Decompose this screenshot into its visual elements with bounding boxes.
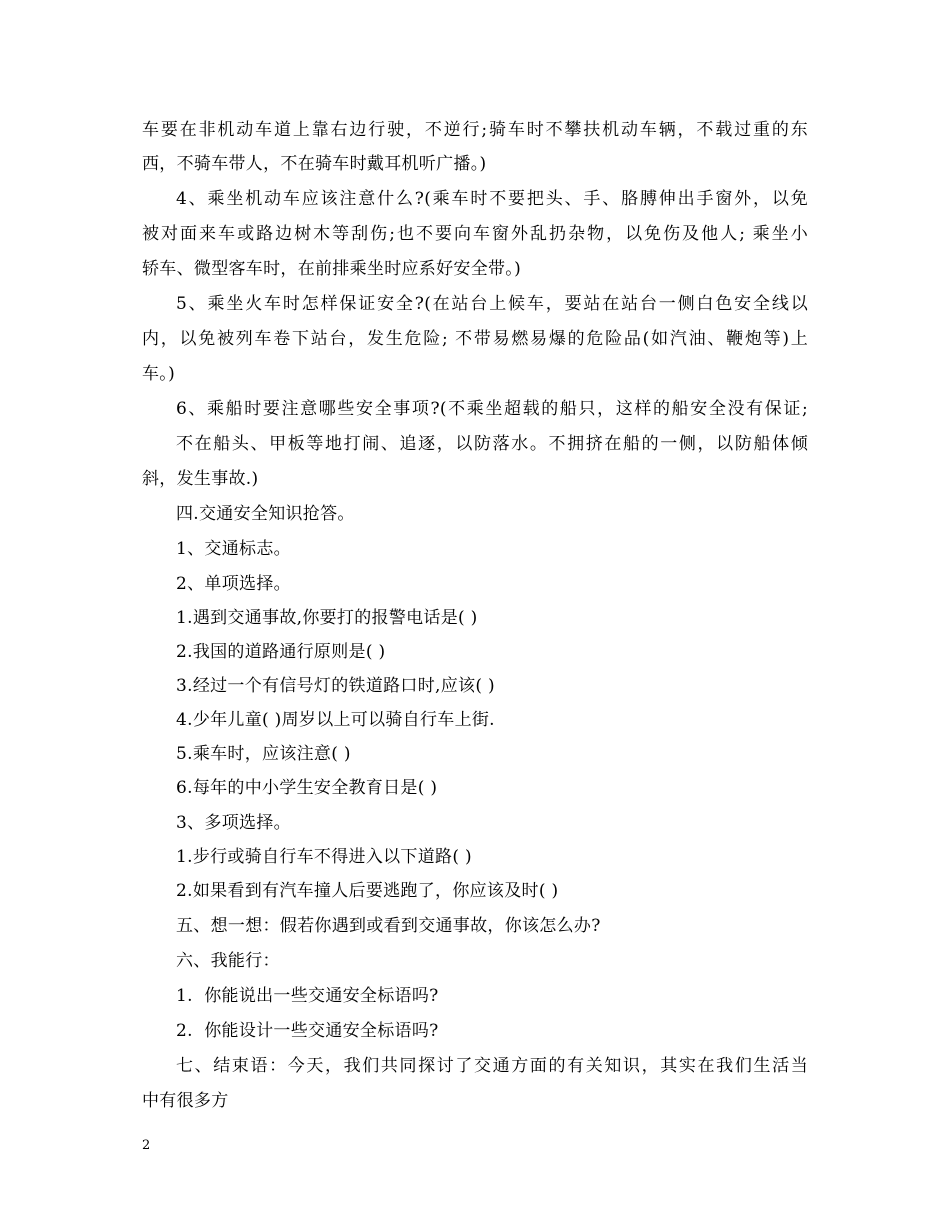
list-item: 1. 你能说出一些交通安全标语吗? <box>176 986 439 1006</box>
question-item: 1.遇到交通事故,你要打的报警电话是( ) <box>176 608 478 628</box>
question-item: 1.步行或骑自行车不得进入以下道路( ) <box>176 847 472 867</box>
text-line: 6、乘船时要注意哪些安全事项?(不乘坐超载的船只，这样的船安全没有保证; <box>176 399 808 419</box>
question-item: 2.如果看到有汽车撞人后要逃跑了，你应该及时( ) <box>176 881 559 901</box>
text-line: 4、乘坐机动车应该注意什么?(乘车时不要把头、手、胳膊伸出手窗外，以免 <box>176 189 808 209</box>
question-item: 6.每年的中小学生安全教育日是( ) <box>176 778 438 798</box>
text-line: 斜，发生事故.) <box>142 469 259 489</box>
question-item: 4.少年儿童( )周岁以上可以骑自行车上街. <box>176 710 495 730</box>
text-line: 5、乘坐火车时怎样保证安全?(在站台上候车，要站在站台一侧白色安全线以 <box>176 294 808 314</box>
text-line: 中有很多方 <box>142 1091 229 1111</box>
text-line: 2、单项选择。 <box>176 574 291 594</box>
text-line: 西，不骑车带人，不在骑车时戴耳机听广播。) <box>142 154 487 174</box>
section-heading: 五、想一想：假若你遇到或看到交通事故，你该怎么办? <box>176 916 601 936</box>
text-line: 车要在非机动车道上靠右边行驶，不逆行;骑车时不攀扶机动车辆，不载过重的东 <box>142 120 808 140</box>
question-item: 3.经过一个有信号灯的铁道路口时,应该( ) <box>176 676 495 696</box>
text-line: 不在船头、甲板等地打闹、追逐，以防落水。不拥挤在船的一侧，以防船体倾 <box>176 434 808 454</box>
text-line: 被对面来车或路边树木等刮伤;也不要向车窗外乱扔杂物，以免伤及他人; 乘坐小 <box>142 224 808 244</box>
text-line: 车。) <box>142 364 176 384</box>
question-item: 5.乘车时，应该注意( ) <box>176 744 351 764</box>
list-item: 2. 你能设计一些交通安全标语吗? <box>176 1021 439 1041</box>
section-heading: 七、结束语：今天，我们共同探讨了交通方面的有关知识，其实在我们生活当 <box>176 1056 808 1076</box>
text-line: 3、多项选择。 <box>176 813 291 833</box>
text-line: 轿车、微型客车时，在前排乘坐时应系好安全带。) <box>142 259 522 279</box>
page-number: 2 <box>142 1138 151 1153</box>
section-heading: 六、我能行： <box>176 951 280 971</box>
section-heading: 四.交通安全知识抢答。 <box>176 504 355 524</box>
question-item: 2.我国的道路通行原则是( ) <box>176 642 386 662</box>
text-line: 1、交通标志。 <box>176 539 291 559</box>
text-line: 内，以免被列车卷下站台，发生危险; 不带易燃易爆的危险品(如汽油、鞭炮等)上 <box>142 329 808 349</box>
